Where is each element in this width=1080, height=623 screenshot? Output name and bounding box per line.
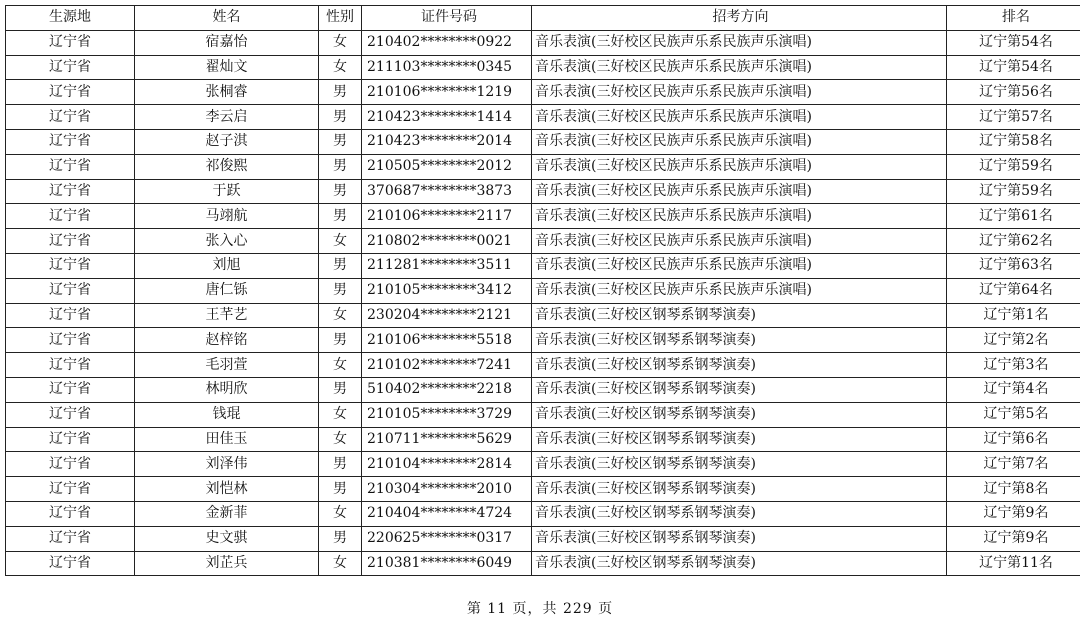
cell-id-number: 210102********7241 (362, 353, 532, 378)
table-row (6, 129, 1080, 154)
cell-id-number: 210402********0922 (362, 30, 532, 55)
cell-direction: 音乐表演(三好校区民族声乐系民族声乐演唱) (532, 229, 947, 254)
cell-rank: 辽宁第8名 (947, 477, 1080, 502)
cell-rank: 辽宁第59名 (947, 179, 1080, 204)
table-body (6, 30, 1080, 576)
cell-origin: 辽宁省 (6, 526, 135, 551)
cell-rank: 辽宁第6名 (947, 427, 1080, 452)
cell-origin: 辽宁省 (6, 129, 135, 154)
cell-gender: 女 (319, 353, 362, 378)
table-row (6, 477, 1080, 502)
cell-name: 刘芷兵 (135, 551, 319, 576)
cell-name: 金新菲 (135, 501, 319, 526)
cell-origin: 辽宁省 (6, 328, 135, 353)
cell-rank: 辽宁第1名 (947, 303, 1080, 328)
cell-direction: 音乐表演(三好校区民族声乐系民族声乐演唱) (532, 80, 947, 105)
table-row (6, 303, 1080, 328)
table-row (6, 154, 1080, 179)
cell-rank: 辽宁第62名 (947, 229, 1080, 254)
cell-id-number: 210802********0021 (362, 229, 532, 254)
cell-name: 张入心 (135, 229, 319, 254)
cell-direction: 音乐表演(三好校区钢琴系钢琴演奏) (532, 501, 947, 526)
cell-id-number: 210105********3412 (362, 278, 532, 303)
cell-origin: 辽宁省 (6, 452, 135, 477)
cell-gender: 男 (319, 452, 362, 477)
cell-rank: 辽宁第4名 (947, 377, 1080, 402)
cell-gender: 男 (319, 204, 362, 229)
table-row (6, 229, 1080, 254)
cell-name: 翟灿文 (135, 55, 319, 80)
cell-origin: 辽宁省 (6, 427, 135, 452)
cell-origin: 辽宁省 (6, 501, 135, 526)
cell-direction: 音乐表演(三好校区民族声乐系民族声乐演唱) (532, 278, 947, 303)
cell-id-number: 510402********2218 (362, 377, 532, 402)
cell-direction: 音乐表演(三好校区钢琴系钢琴演奏) (532, 526, 947, 551)
cell-id-number: 210381********6049 (362, 551, 532, 576)
cell-gender: 女 (319, 303, 362, 328)
cell-name: 于跃 (135, 179, 319, 204)
cell-id-number: 210106********1219 (362, 80, 532, 105)
cell-gender: 女 (319, 55, 362, 80)
cell-rank: 辽宁第9名 (947, 526, 1080, 551)
cell-gender: 女 (319, 551, 362, 576)
cell-origin: 辽宁省 (6, 80, 135, 105)
cell-origin: 辽宁省 (6, 353, 135, 378)
table-row (6, 551, 1080, 576)
cell-direction: 音乐表演(三好校区钢琴系钢琴演奏) (532, 328, 947, 353)
cell-direction: 音乐表演(三好校区钢琴系钢琴演奏) (532, 402, 947, 427)
cell-direction: 音乐表演(三好校区民族声乐系民族声乐演唱) (532, 204, 947, 229)
cell-name: 毛羽萱 (135, 353, 319, 378)
cell-origin: 辽宁省 (6, 55, 135, 80)
cell-name: 赵梓铭 (135, 328, 319, 353)
cell-gender: 男 (319, 105, 362, 130)
cell-gender: 女 (319, 501, 362, 526)
header-gender: 性别 (319, 6, 362, 31)
cell-direction: 音乐表演(三好校区钢琴系钢琴演奏) (532, 353, 947, 378)
cell-rank: 辽宁第63名 (947, 253, 1080, 278)
cell-direction: 音乐表演(三好校区钢琴系钢琴演奏) (532, 477, 947, 502)
cell-gender: 男 (319, 253, 362, 278)
cell-gender: 女 (319, 229, 362, 254)
table-row (6, 353, 1080, 378)
cell-origin: 辽宁省 (6, 229, 135, 254)
cell-gender: 男 (319, 377, 362, 402)
table-row (6, 526, 1080, 551)
cell-id-number: 210106********5518 (362, 328, 532, 353)
cell-rank: 辽宁第3名 (947, 353, 1080, 378)
cell-rank: 辽宁第57名 (947, 105, 1080, 130)
cell-rank: 辽宁第56名 (947, 80, 1080, 105)
page-footer: 第 11 页，共 229 页 (466, 601, 614, 617)
cell-direction: 音乐表演(三好校区民族声乐系民族声乐演唱) (532, 105, 947, 130)
table-row (6, 55, 1080, 80)
cell-name: 刘恺林 (135, 477, 319, 502)
cell-name: 钱琨 (135, 402, 319, 427)
table-row (6, 402, 1080, 427)
admission-ranking-table (5, 5, 1080, 576)
cell-gender: 男 (319, 328, 362, 353)
header-id-number: 证件号码 (362, 6, 532, 31)
table-row (6, 278, 1080, 303)
cell-name: 李云启 (135, 105, 319, 130)
cell-direction: 音乐表演(三好校区民族声乐系民族声乐演唱) (532, 179, 947, 204)
cell-rank: 辽宁第64名 (947, 278, 1080, 303)
cell-gender: 男 (319, 278, 362, 303)
cell-id-number: 210505********2012 (362, 154, 532, 179)
cell-name: 宿嘉怡 (135, 30, 319, 55)
cell-rank: 辽宁第2名 (947, 328, 1080, 353)
table-header (6, 6, 1080, 31)
header-row (6, 6, 1080, 31)
cell-name: 林明欣 (135, 377, 319, 402)
cell-name: 刘旭 (135, 253, 319, 278)
cell-origin: 辽宁省 (6, 253, 135, 278)
cell-id-number: 370687********3873 (362, 179, 532, 204)
cell-origin: 辽宁省 (6, 303, 135, 328)
cell-id-number: 210106********2117 (362, 204, 532, 229)
cell-name: 田佳玉 (135, 427, 319, 452)
cell-id-number: 230204********2121 (362, 303, 532, 328)
cell-name: 赵子淇 (135, 129, 319, 154)
cell-direction: 音乐表演(三好校区钢琴系钢琴演奏) (532, 551, 947, 576)
cell-name: 祁俊熙 (135, 154, 319, 179)
cell-rank: 辽宁第5名 (947, 402, 1080, 427)
table-row (6, 179, 1080, 204)
cell-direction: 音乐表演(三好校区民族声乐系民族声乐演唱) (532, 55, 947, 80)
cell-origin: 辽宁省 (6, 278, 135, 303)
cell-id-number: 210404********4724 (362, 501, 532, 526)
table-row (6, 204, 1080, 229)
cell-origin: 辽宁省 (6, 402, 135, 427)
cell-rank: 辽宁第54名 (947, 55, 1080, 80)
cell-name: 马翊航 (135, 204, 319, 229)
table-row (6, 501, 1080, 526)
cell-gender: 男 (319, 526, 362, 551)
table-row (6, 105, 1080, 130)
cell-direction: 音乐表演(三好校区民族声乐系民族声乐演唱) (532, 253, 947, 278)
table-row (6, 377, 1080, 402)
cell-gender: 女 (319, 30, 362, 55)
cell-id-number: 211103********0345 (362, 55, 532, 80)
cell-gender: 男 (319, 154, 362, 179)
cell-direction: 音乐表演(三好校区钢琴系钢琴演奏) (532, 377, 947, 402)
cell-origin: 辽宁省 (6, 154, 135, 179)
cell-rank: 辽宁第9名 (947, 501, 1080, 526)
header-rank: 排名 (947, 6, 1080, 31)
header-direction: 招考方向 (532, 6, 947, 31)
cell-origin: 辽宁省 (6, 105, 135, 130)
table-row (6, 80, 1080, 105)
cell-rank: 辽宁第11名 (947, 551, 1080, 576)
cell-rank: 辽宁第7名 (947, 452, 1080, 477)
cell-gender: 女 (319, 402, 362, 427)
cell-origin: 辽宁省 (6, 179, 135, 204)
cell-gender: 男 (319, 179, 362, 204)
cell-id-number: 210423********1414 (362, 105, 532, 130)
cell-origin: 辽宁省 (6, 551, 135, 576)
cell-id-number: 210104********2814 (362, 452, 532, 477)
cell-name: 王芊艺 (135, 303, 319, 328)
cell-id-number: 211281********3511 (362, 253, 532, 278)
cell-id-number: 220625********0317 (362, 526, 532, 551)
cell-gender: 女 (319, 427, 362, 452)
cell-name: 史文骐 (135, 526, 319, 551)
cell-name: 刘泽伟 (135, 452, 319, 477)
cell-direction: 音乐表演(三好校区钢琴系钢琴演奏) (532, 452, 947, 477)
cell-id-number: 210711********5629 (362, 427, 532, 452)
cell-direction: 音乐表演(三好校区民族声乐系民族声乐演唱) (532, 129, 947, 154)
cell-id-number: 210304********2010 (362, 477, 532, 502)
table-row (6, 427, 1080, 452)
cell-rank: 辽宁第61名 (947, 204, 1080, 229)
cell-id-number: 210105********3729 (362, 402, 532, 427)
cell-origin: 辽宁省 (6, 204, 135, 229)
cell-origin: 辽宁省 (6, 477, 135, 502)
cell-gender: 男 (319, 80, 362, 105)
cell-rank: 辽宁第59名 (947, 154, 1080, 179)
cell-rank: 辽宁第58名 (947, 129, 1080, 154)
cell-name: 唐仁铄 (135, 278, 319, 303)
cell-gender: 男 (319, 477, 362, 502)
cell-origin: 辽宁省 (6, 30, 135, 55)
cell-name: 张桐睿 (135, 80, 319, 105)
header-name: 姓名 (135, 6, 319, 31)
cell-direction: 音乐表演(三好校区民族声乐系民族声乐演唱) (532, 30, 947, 55)
table-row (6, 253, 1080, 278)
cell-direction: 音乐表演(三好校区钢琴系钢琴演奏) (532, 427, 947, 452)
table-row (6, 30, 1080, 55)
header-origin: 生源地 (6, 6, 135, 31)
cell-gender: 男 (319, 129, 362, 154)
cell-id-number: 210423********2014 (362, 129, 532, 154)
table-row (6, 328, 1080, 353)
table-row (6, 452, 1080, 477)
cell-rank: 辽宁第54名 (947, 30, 1080, 55)
cell-direction: 音乐表演(三好校区民族声乐系民族声乐演唱) (532, 154, 947, 179)
cell-origin: 辽宁省 (6, 377, 135, 402)
cell-direction: 音乐表演(三好校区钢琴系钢琴演奏) (532, 303, 947, 328)
